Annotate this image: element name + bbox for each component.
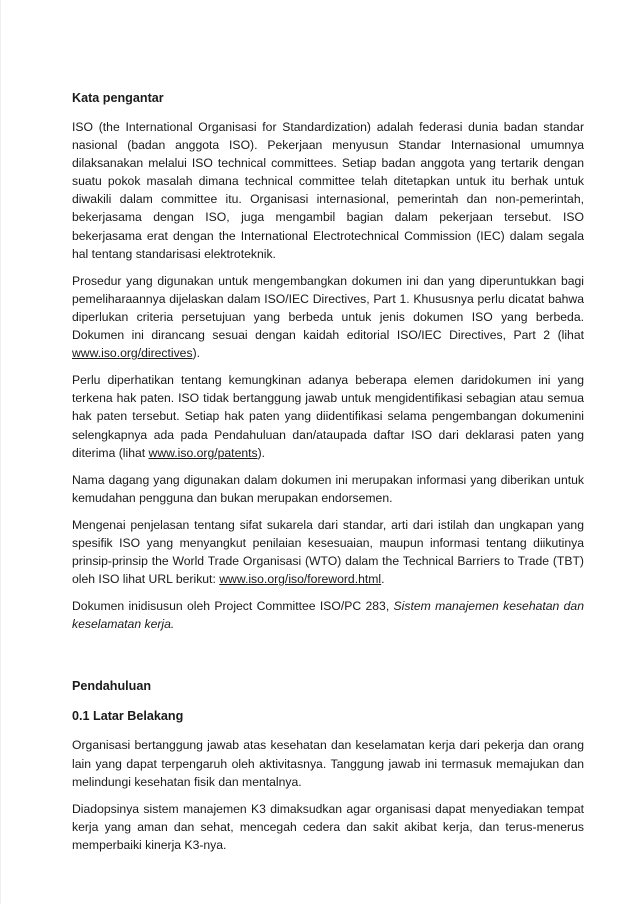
foreword-paragraph-2 (72, 272, 584, 362)
foreword-paragraph-3-text: Perlu diperhatikan tentang kemungkinan adanya beberapa elemen daridokumen ini yang terkena hak paten. ISO tidak bertanggung jawab untuk mengidentifikasi sebagian atau semua hak paten tersebut. Setiap hak paten yang diidentifikasi selama pengembangan dokumenini selengkapnya ada pada Pendahuluan dan/ataupada daftar ISO dari deklarasi paten yang diterima (lihat (72, 373, 584, 460)
foreword-link[interactable]: www.iso.org/iso/foreword.html (219, 572, 382, 587)
foreword-paragraph-3 (72, 371, 584, 461)
intro-paragraph-2: Diadopsinya sistem manajemen K3 dimaksudkan agar organisasi dapat menyediakan tempat kerja yang aman dan sehat, mencegah cedera dan sakit akibat kerja, dan terus-menerus memperbaiki kinerja K3-nya. (72, 801, 584, 852)
foreword-heading: Kata pengantar (72, 91, 164, 105)
foreword-paragraph-5 (72, 516, 584, 588)
intro-heading: Pendahuluan (72, 679, 152, 694)
foreword-paragraph-5-end: . (381, 572, 385, 587)
foreword-paragraph-3-end: ). (257, 445, 266, 460)
foreword-paragraph-6-italic: Sistem manajemen kesehatan dan keselamatan kerja. (72, 599, 584, 632)
foreword-paragraph-2-end: ). (192, 346, 201, 361)
foreword-paragraph-4: Nama dagang yang digunakan dalam dokumen ini merupakan informasi yang diberikan untuk kemudahan pengguna dan bukan merupakan endorsemen. (72, 472, 584, 505)
foreword-paragraph-1: ISO (the International Organisasi for Standardization) adalah federasi dunia badan standar nasional (badan anggota ISO). Pekerjaan menyusun Standar Internasional umumnya dilaksanakan melalui ISO technical committees. Setiap badan anggota yang tertarik dengan suatu pokok masalah dimana technical committee telah ditetapkan untuk itu berhak untuk diwakili dalam committee itu. Organisasi internasional, pemerintah dan non-pemerintah, bekerjasama dengan ISO, juga mengambil bagian dalam pekerjaan tersebut. ISO bekerjasama erat dengan the International Electrotechnical Commission (IEC) dalam segala hal tentang standarisasi elektroteknik. (72, 120, 584, 261)
patents-link[interactable]: www.iso.org/patents (148, 445, 258, 460)
intro-paragraph-1: Organisasi bertanggung jawab atas kesehatan dan keselamatan kerja dari pekerja dan orang lain yang dapat terpengaruh oleh aktivitasnya. Tanggung jawab ini termasuk memajukan dan melindungi kesehatan fisik dan mentalnya. (72, 738, 584, 789)
document-body (72, 90, 584, 854)
foreword-paragraph-5-text: Mengenai penjelasan tentang sifat sukarela dari standar, arti dari istilah dan ungkapan yang spesifik ISO yang menyangkut penilaian kesesuaian, maupun informasi tentang diikutinya prinsip-prinsip the World Trade Organisasi (WTO) dalam the Technical Barriers to Trade (TBT) oleh ISO lihat URL berikut: (72, 517, 584, 587)
foreword-paragraph-6-text: Dokumen inidisusun oleh Project Committee ISO/PC 283, (72, 599, 394, 614)
section-0-1-heading: 0.1 Latar Belakang (72, 709, 184, 724)
foreword-paragraph-6 (72, 597, 584, 633)
directives-link[interactable]: www.iso.org/directives (72, 346, 193, 361)
foreword-paragraph-2-text: Prosedur yang digunakan untuk mengembangkan dokumen ini dan yang diperuntukkan bagi pemeliharaannya dijelaskan dalam ISO/IEC Directives, Part 1. Khususnya perlu dicatat bahwa diperlukan criteria persetujuan yang berbeda untuk jenis dokumen ISO yang berbeda. Dokumen ini dirancang sesuai dengan kaidah editorial ISO/IEC Directives, Part 2 (lihat (72, 273, 584, 343)
